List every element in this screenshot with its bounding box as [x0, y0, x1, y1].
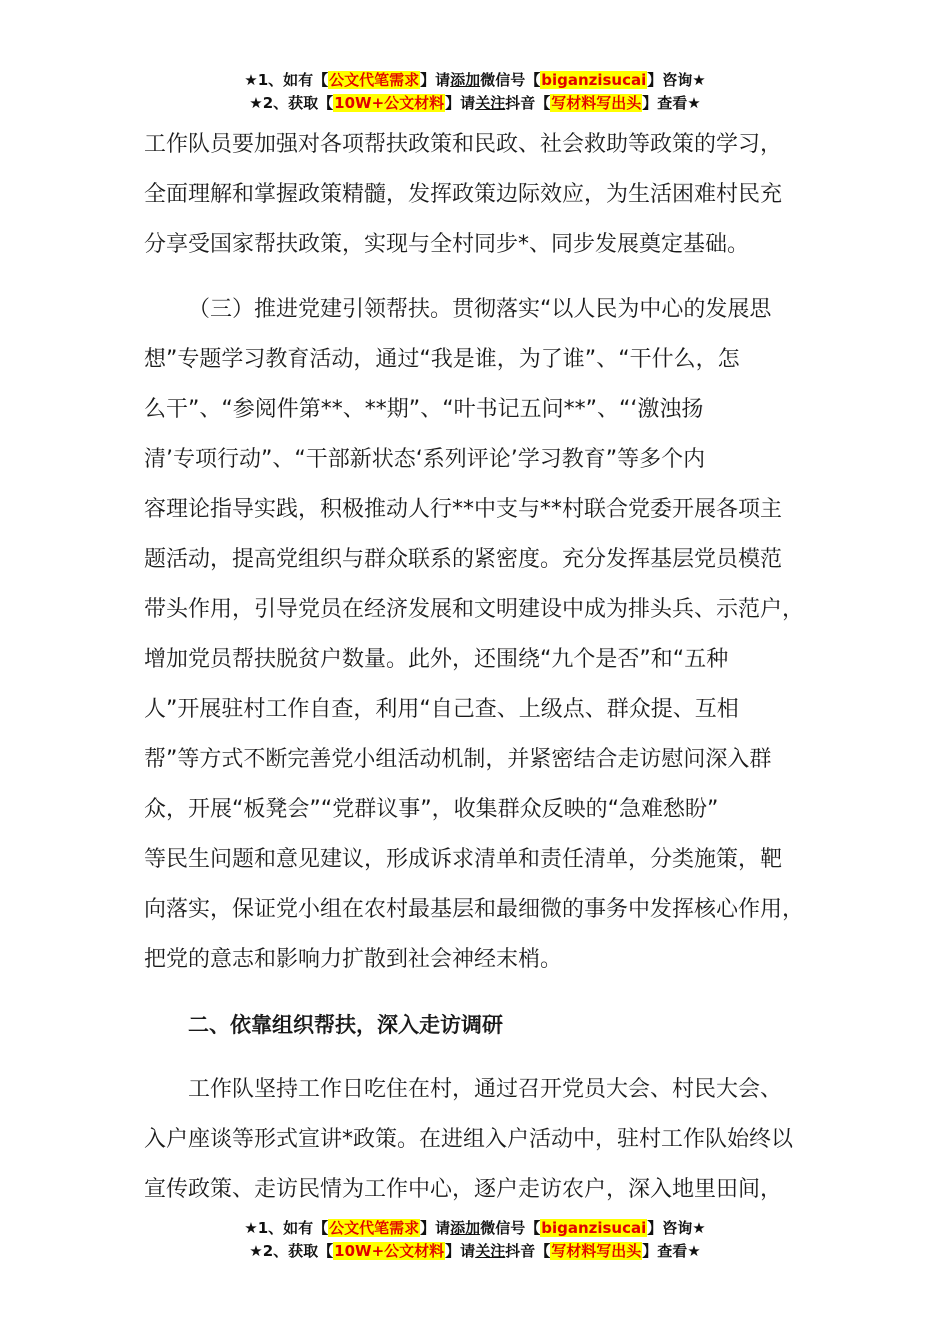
text-line: （三）推进党建引领帮扶。贯彻落实“以人民为中心的发展思	[188, 297, 772, 322]
text-line: 众，开展“板凳会”“党群议事”，收集群众反映的“急难愁盼”	[144, 797, 719, 822]
text-line: 带头作用，引导党员在经济发展和文明建设中成为排头兵、示范户，	[144, 597, 805, 622]
highlight-wechat-id: biganzisucai	[541, 71, 647, 89]
header-banner	[0, 69, 950, 115]
paragraph-1	[144, 120, 812, 270]
text-line: 想”专题学习教育活动，通过“我是谁，为了谁”、“干什么，怎	[144, 347, 740, 372]
text-line: 题活动，提高党组织与群众联系的紧密度。充分发挥基层党员模范	[144, 547, 783, 572]
star-icon: ★	[692, 71, 706, 89]
banner-line-1: ★1、如有【公文代笔需求】请添加微信号【biganzisucai】咨询★	[244, 1219, 706, 1237]
highlight-douyin: 写材料写出头	[551, 94, 642, 112]
highlight-service: 公文代笔需求	[329, 71, 420, 89]
star-icon: ★	[244, 71, 258, 89]
text-line: 入户座谈等形式宣讲*政策。在进组入户活动中，驻村工作队始终以	[144, 1127, 794, 1152]
text-line: 工作队坚持工作日吃住在村，通过召开党员大会、村民大会、	[188, 1077, 783, 1102]
text-line: 向落实，保证党小组在农村最基层和最细微的事务中发挥核心作用，	[144, 897, 805, 922]
paragraph-2	[144, 285, 812, 985]
text-line: 清’专项行动”、“干部新状态‘系列评论’学习教育”等多个内	[144, 447, 706, 472]
star-icon: ★	[687, 1242, 701, 1260]
banner-line-2: ★2、获取【10W+公文材料】请关注抖音【写材料写出头】查看★	[249, 94, 701, 112]
star-icon: ★	[249, 94, 263, 112]
text-line: 帮”等方式不断完善党小组活动机制，并紧密结合走访慰问深入群	[144, 747, 772, 772]
section-heading: 二、依靠组织帮扶，深入走访调研	[188, 1013, 503, 1037]
text-line: 工作队员要加强对各项帮扶政策和民政、社会救助等政策的学习，	[144, 132, 783, 157]
banner-line-1: ★1、如有【公文代笔需求】请添加微信号【biganzisucai】咨询★	[244, 71, 706, 89]
highlight-wechat-id: biganzisucai	[541, 1219, 647, 1237]
text-line: 等民生问题和意见建议，形成诉求清单和责任清单，分类施策，靶	[144, 847, 783, 872]
highlight-douyin: 写材料写出头	[551, 1242, 642, 1260]
text-line: 分享受国家帮扶政策，实现与全村同步*、同步发展奠定基础。	[144, 232, 750, 257]
footer-banner	[0, 1217, 950, 1263]
paragraph-3	[144, 1065, 812, 1215]
highlight-materials: 10W+公文材料	[334, 1242, 445, 1260]
star-icon: ★	[692, 1219, 706, 1237]
highlight-service: 公文代笔需求	[329, 1219, 420, 1237]
highlight-materials: 10W+公文材料	[334, 94, 445, 112]
text-line: 把党的意志和影响力扩散到社会神经末梢。	[144, 947, 563, 972]
text-line: 增加党员帮扶脱贫户数量。此外，还围绕“九个是否”和“五种	[144, 647, 729, 672]
text-line: 宣传政策、走访民情为工作中心，逐户走访农户，深入地里田间，	[144, 1177, 783, 1202]
document-body	[144, 120, 812, 1215]
text-line: 么干”、“参阅件第**、**期”、“叶书记五问**”、“‘激浊扬	[144, 397, 704, 422]
text-line: 容理论指导实践，积极推动人行**中支与**村联合党委开展各项主	[144, 497, 783, 522]
banner-line-2: ★2、获取【10W+公文材料】请关注抖音【写材料写出头】查看★	[249, 1242, 701, 1260]
text-line: 全面理解和掌握政策精髓，发挥政策边际效应，为生活困难村民充	[144, 182, 783, 207]
star-icon: ★	[687, 94, 701, 112]
star-icon: ★	[244, 1219, 258, 1237]
star-icon: ★	[249, 1242, 263, 1260]
text-line: 人”开展驻村工作自查，利用“自己查、上级点、群众提、互相	[144, 697, 739, 722]
